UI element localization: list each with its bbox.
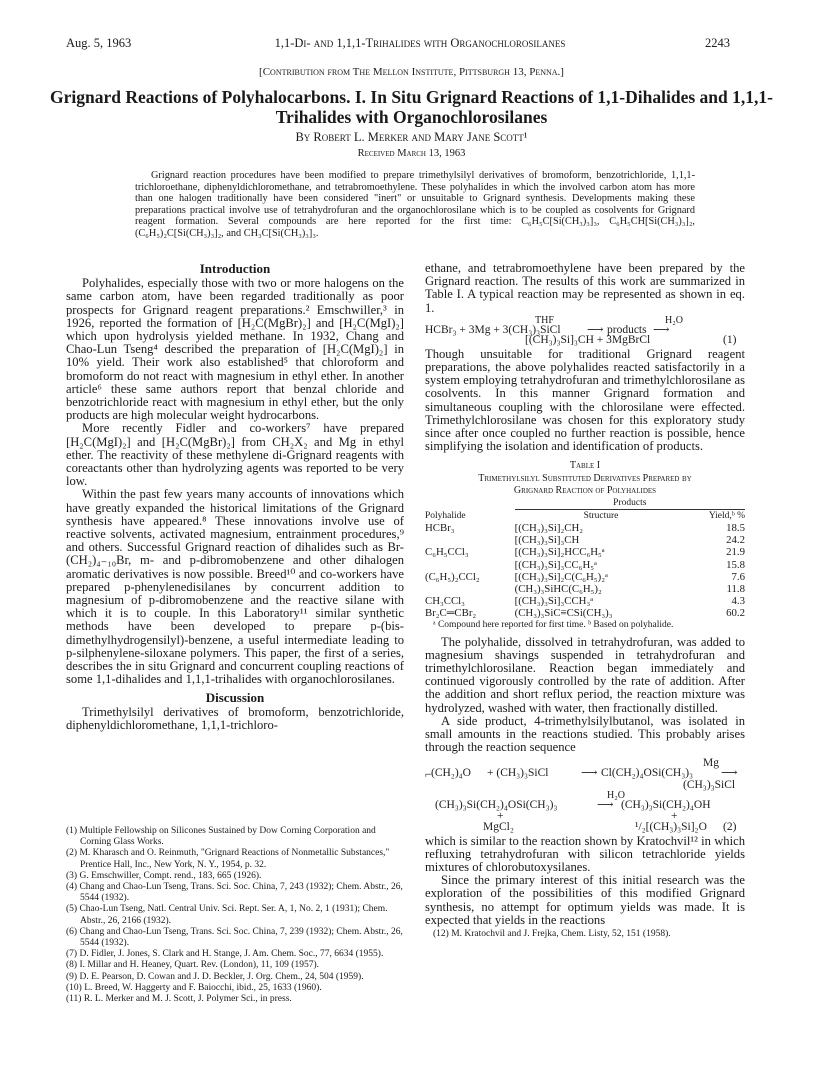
discussion-paragraph-4: A side product, 4-trimethylsilylbutanol, was isolated in small amounts in the reactions studied. This probably arises through the reaction sequence [425, 713, 745, 755]
right-column [425, 262, 745, 940]
eq1-label-h2o: H₂O [665, 314, 683, 326]
footnote: (8) I. Millar and H. Heaney, Quart. Rev. (London), 11, 109 (1957). [66, 960, 320, 971]
col-structure: Structure [583, 510, 619, 521]
table-caption-2: Grignard Reaction of Polyhalides [513, 484, 657, 496]
abstract: Grignard reaction procedures have been modified to prepare trimethylsilyl derivatives of bromoform, benzotrichloride, 1,1,1-trichloroethane, diphenyldichloromethane, and tetrabromoethylene. These polyhalides in which the involved carbon atom has more than one halogen traditionally have been considered "inert" or unsuitable to Grignard synthesis. Developments making these preparations practical involve use of tetrahydrofuran and the organochlorosilane which is to be coupled as cosolvents for Grignard reagent formation. Several compounds are here reported for the first time: C₆H₅C[Si(CH₃)₃]₃, C₆H₅CH[Si(CH₃)₃]₂, (C₆H₅)₂C[Si(CH₃)₃]₂, and CH₃C[Si(CH₃)₃]₃. [135, 170, 695, 239]
cell-yield: 18.5 [726, 522, 745, 535]
discussion-paragraph-3: The polyhalide, dissolved in tetrahydrofuran, was added to magnesium shavings suspended in tetrahydrofuran and trimethylchlorosilane. Reaction began immediately and continued vigorously controlled by the rate of addition. After the addition and short reflux period, the reaction mixture was hydrolyzed, washed with water, then fractionally distilled. [425, 634, 745, 715]
table-1 [425, 497, 745, 620]
products-header: Products [515, 497, 745, 510]
cell-polyhalide: HCBr₃ [425, 522, 455, 535]
cell-yield: 4.3 [731, 595, 745, 608]
cell-yield: 7.6 [731, 570, 745, 583]
table-row [425, 607, 745, 619]
cell-polyhalide: (C₆H₅)₂CCl₂ [425, 570, 480, 583]
table-caption-1: Trimethylsilyl Substituted Derivatives Prepared by [478, 472, 692, 484]
scheme-thf: (CH₂)₄O [431, 766, 471, 779]
introduction-heading: Introduction [199, 261, 271, 276]
article-title: Grignard Reactions of Polyhalocarbons. I. In Situ Grignard Reactions of 1,1-Dihalides and 1,1,1-Trihalides with Organochlorosilanes [50, 87, 773, 127]
footnote: (9) D. E. Pearson, D. Cowan and J. D. Beckler, J. Org. Chem., 24, 504 (1959). [66, 971, 364, 982]
discussion-paragraph-2: Though unsuitable for traditional Grignard reagent preparations, the above polyhalides reacted satisfactorily in a system employing tetrahydrofuran and trimethylchlorosilane as cosolvents. In this manner Grignard formation and simultaneous coupling with the chlorosilane were effected. Trimethylchlorosilane was chosen for this exploratory study since after once coupled no further reaction is possible, hence simplifying the isolation and identification of products. [425, 346, 745, 454]
scheme-number: (2) [723, 820, 737, 833]
table-label: Table I [569, 460, 601, 472]
discussion-paragraph-5: which is similar to the reaction shown by Kratochvil¹² in which refluxing tetrahydrofuran with silicon tetrachloride yields mixtures of chlorobutoxysilanes. [425, 833, 745, 874]
received-date: Received March 13, 1963 [357, 148, 466, 159]
footnotes-left [66, 826, 404, 1005]
discussion-paragraph-6: Since the primary interest of this initial research was the exploration of the possibilities of this modified Grignard synthesis, no attempt for optimum yields was made. It is expected that yields in the reactions [425, 873, 745, 927]
cell-structure: [(CH₃)₃Si]₃CH [514, 534, 580, 547]
cell-yield: 15.8 [726, 558, 745, 571]
cell-structure: [(CH₃)₃Si]₂CH₂ [514, 522, 584, 535]
footnote: (5) Chao-Lun Tseng, Natl. Central Univ. Sci. Rept. Ser. A, 1, No. 2, 1 (1931); Chem. Abstr., 26, 2166 (1932). [66, 904, 388, 926]
scheme-butanol: (CH₃)₃Si(CH₂)₄OH [621, 798, 711, 811]
cell-yield: 24.2 [726, 534, 745, 547]
contribution-line: [Contribution from The Mellon Institute, Pittsburgh 13, Penna.] [259, 66, 564, 78]
footnote: (10) L. Breed, W. Haggerty and F. Baiocchi, ibid., 25, 1633 (1960). [66, 982, 322, 993]
discussion-heading: Discussion [205, 689, 265, 705]
intro-paragraph-3: Within the past few years many accounts of innovations which have greatly expanded the historical limitations of the Grignard synthesis have appeared.⁸ These innovations involve use of reactive solvents, activated magnesium, entrainment procedures,⁹ and others. Successful Grignard reaction of dihalides such as Br-(CH₂)₄₋₁₀Br, m- and p-dibromobenzene and other dihalogen aromatic derivatives is now possible. Breed¹⁰ and co-workers have prepared p-phenylenedisilanes by concurrent addition to magnesium of p-dibromobenzene and the reactive silane with which it is to couple. In this Laboratory¹¹ similar synthetic methods have been developed to prepare p-(bis-dimethylhydrogensilyl)-benzene, a useful intermediate leading to p-silphenylene-siloxane polymers. This paper, the first of a series, describes the in situ Grignard and concurrent coupling reactions of some 1,1-dihalides and 1,1,1-trihalides with organochlorosilanes. [66, 487, 404, 687]
col-yield: Yield,ᵇ % [708, 510, 745, 521]
page-number: 2243 [705, 36, 730, 50]
cell-structure: (CH₃)₃SiC≡CSi(CH₃)₃ [514, 607, 613, 620]
scheme-reagent-tmcs: (CH₃)₃SiCl [683, 778, 736, 791]
eq1-arrow-1: ⟶ [587, 323, 604, 336]
intro-paragraph-1: Polyhalides, especially those with two or more halogens on the same carbon atom, have been regarded traditionally as poor prospects for Grignard reagent preparations.² Emschwiller,³ in 1926, reported the formation of [H₂C(MgBr)₂] and [H₂C(MgI)₂] which upon hydrolysis yielded methane. In 1932, Chang and Chao-Lun Tseng⁴ described the preparation of [H₂C(MgI)₂] in 10% yield. Their work also established⁵ that chloroform and bromoform do not react with magnesium in ethyl ether. In another article⁶ these same authors report that benzal chloride and benzotrichloride react with magnesium in ethyl ether, but the only products are high molecular weight hydrocarbons. [66, 276, 404, 423]
table-footnote: ᵃ Compound here reported for first time. ᵇ Based on polyhalide. [433, 619, 674, 630]
scheme-tmcs: + (CH₃)₃SiCl [487, 766, 549, 779]
scheme-intermediate: (CH₃)₃Si(CH₂)₄OSi(CH₃)₃ [435, 798, 558, 811]
cell-polyhalide: Br₂C═CBr₂ [425, 607, 477, 620]
cell-structure: [(CH₃)₃Si]₃CC₆H₅ᵃ [514, 558, 597, 571]
eq1-reactants: HCBr₃ + 3Mg + 3(CH₃)₃SiCl [425, 323, 561, 336]
footnote-12: (12) M. Kratochvil and J. Frejka, Chem. Listy, 52, 151 (1958). [433, 928, 671, 939]
footnote: (2) M. Kharasch and O. Reinmuth, "Grignard Reactions of Nonmetallic Substances," Prentice Hall, Inc., New York, N. Y., 1954, p. 32. [66, 848, 390, 870]
cell-polyhalide: CH₃CCl₃ [425, 595, 465, 608]
scheme-reagent-mg: Mg [703, 756, 719, 769]
cell-structure: [(CH₃)₃Si]₂HCC₆H₅ᵃ [514, 546, 605, 559]
reaction-scheme-2 [425, 755, 745, 835]
eq1-intermediate: products [607, 323, 647, 336]
header-date: Aug. 5, 1963 [66, 36, 132, 50]
table-row [425, 559, 745, 571]
cell-polyhalide [425, 583, 515, 595]
scheme-arrow-1: ⟶ [581, 766, 598, 779]
eq1-arrow-2: ⟶ [653, 323, 670, 336]
intro-paragraph-2: More recently Fidler and co-workers⁷ have prepared [H₂C(MgI)₂] and [H₂C(MgBr)₂] from CH₂X₂ and Mg in ethyl ether. The reactivity of these methylene di-Grignard reagents with coreactants other than hydrolyzing agents was reported to be very low. [66, 421, 404, 489]
scheme-chlorobutoxy: Cl(CH₂)₄OSi(CH₃)₃ [601, 766, 694, 779]
footnote: (3) G. Emschwiller, Compt. rend., 183, 665 (1926). [66, 870, 262, 881]
scheme-disiloxane: ¹/₂[(CH₃)₃Si]₂O [635, 820, 707, 833]
footnote: (1) Multiple Fellowship on Silicones Sustained by Dow Corning Corporation and Corning Glass Works. [66, 826, 376, 848]
table-row [425, 522, 745, 534]
eq1-number: (1) [723, 333, 737, 346]
cell-polyhalide [425, 559, 515, 571]
cell-yield: 60.2 [726, 607, 745, 620]
table-row [425, 571, 745, 583]
scheme-arrow-2: ⟶ [721, 766, 738, 779]
eq1-label-thf: THF [535, 314, 554, 326]
scheme-ring-open-bracket: ⌐ [425, 768, 432, 781]
cell-structure: [(CH₃)₃Si]₂C(C₆H₅)₂ᵃ [514, 570, 608, 583]
footnote: (4) Chang and Chao-Lun Tseng, Trans. Sci. Soc. China, 7, 243 (1932); Chem. Abstr., 26, 5544 (1932). [66, 882, 403, 904]
footnote: (11) R. L. Merker and M. J. Scott, J. Polymer Sci., in press. [66, 994, 292, 1005]
scheme-arrow-3: ⟶ [597, 798, 614, 811]
table-row [425, 534, 745, 546]
cell-yield: 21.9 [726, 546, 745, 559]
table-row [425, 595, 745, 607]
scheme-reagent-h2o: H₂O [607, 789, 625, 801]
eq1-products: [(CH₃)₃Si]₃CH + 3MgBrCl [525, 333, 651, 346]
table-row [425, 583, 745, 595]
footnote: (7) D. Fidler, J. Jones, S. Clark and H. Stange, J. Am. Chem. Soc., 77, 6634 (1955). [66, 949, 384, 960]
footnote: (6) Chang and Chao-Lun Tseng, Trans. Sci. Soc. China, 7, 239 (1932); Chem. Abstr., 26, 5544 (1932). [66, 926, 403, 949]
col-polyhalide: Polyhalide [425, 510, 466, 521]
author-line: By Robert L. Merker and Mary Jane Scott¹ [295, 130, 528, 144]
discussion-paragraph-1-cont: ethane, and tetrabromoethylene have been prepared by the Grignard reaction. The results of this work are summarized in Table I. A typical reaction may be represented as shown in eq. 1. [425, 261, 745, 315]
scheme-mgcl2: MgCl₂ [483, 820, 514, 833]
scheme-plus-right: + [671, 809, 678, 822]
discussion-paragraph-1: Trimethylsilyl derivatives of bromoform, benzotrichloride, diphenyldichloromethane, 1,1,1-trichloro- [66, 704, 404, 732]
running-title: 1,1-Di- and 1,1,1-Trihalides with Organochlorosilanes [274, 36, 566, 50]
cell-structure: (CH₃)₃SiHC(C₆H₅)₂ [514, 583, 602, 596]
table-row [425, 546, 745, 558]
cell-yield: 11.8 [726, 583, 745, 596]
left-column [66, 262, 404, 732]
cell-structure: [(CH₃)₃Si]₃CCH₃ᵃ [514, 595, 594, 608]
scheme-plus-left: + [497, 809, 504, 822]
cell-polyhalide [425, 534, 515, 546]
equation-1 [425, 315, 745, 345]
cell-polyhalide: C₆H₅CCl₃ [425, 546, 469, 559]
